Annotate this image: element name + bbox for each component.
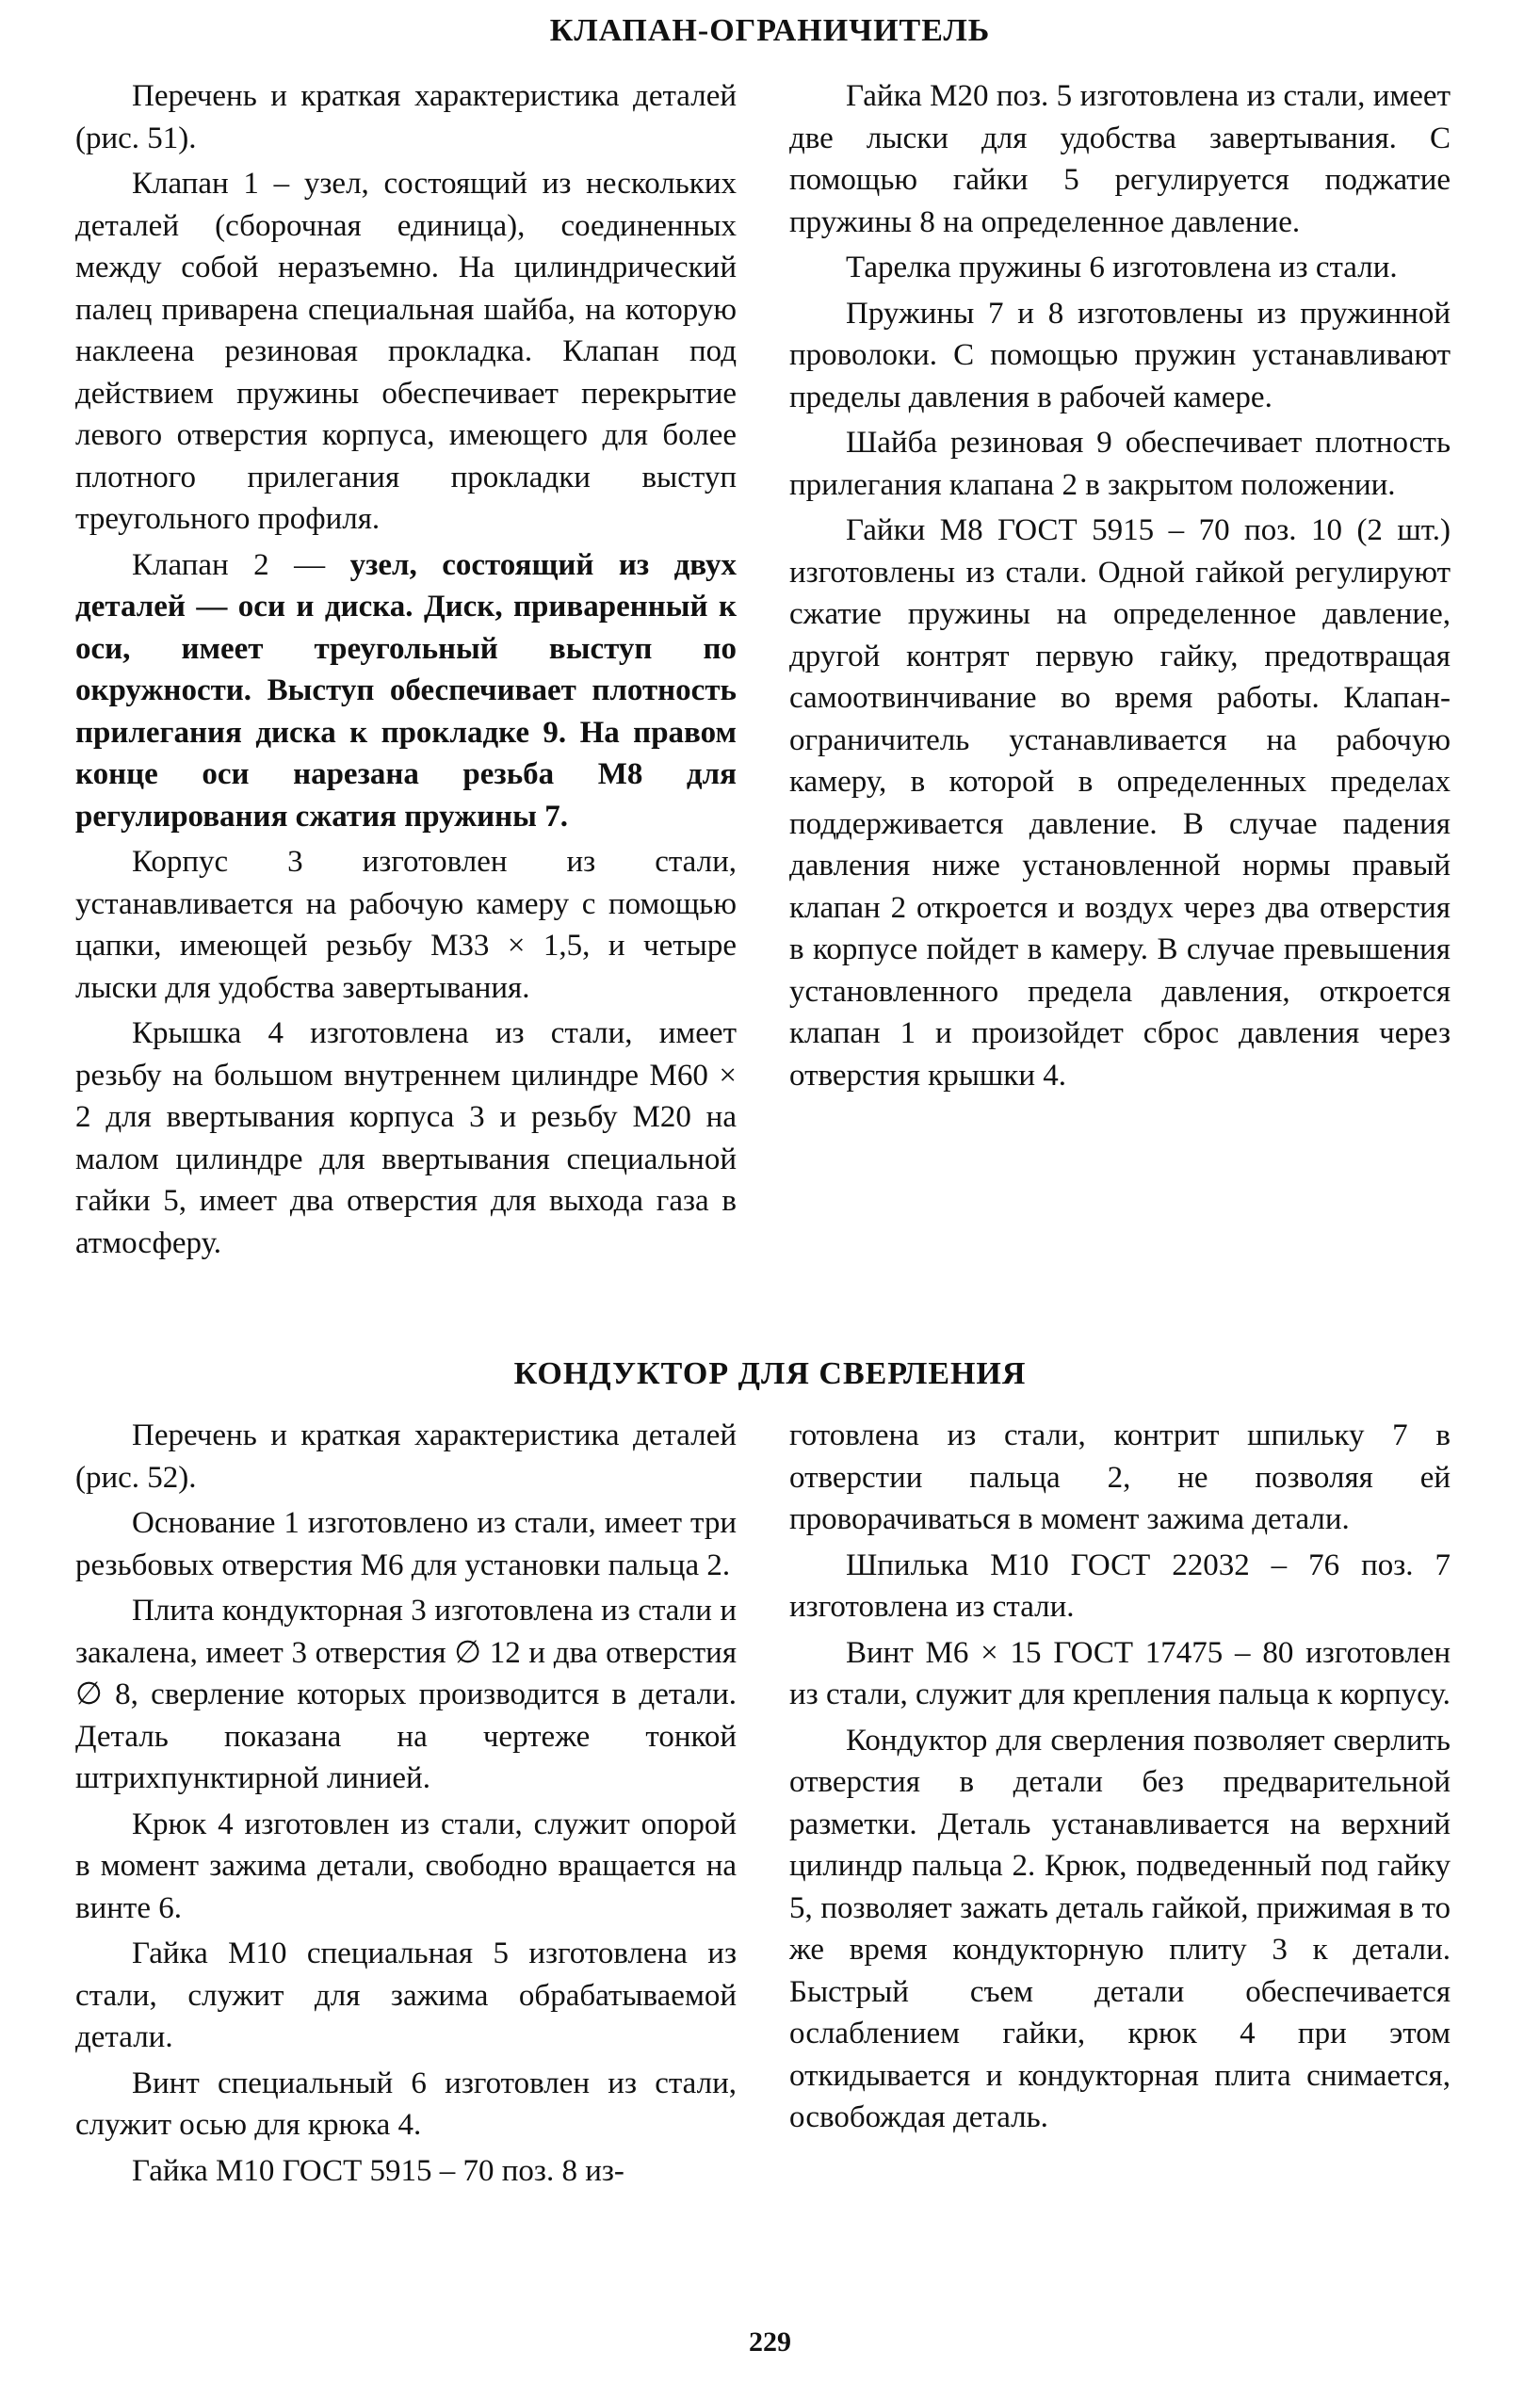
section1-right-column: [789, 75, 1451, 1100]
section1-left-column: [75, 75, 737, 1268]
paragraph: Перечень и краткая характеристика деталей (рис. 51).: [75, 79, 737, 155]
paragraph: Крышка 4 изготовлена из стали, имеет резьбу на большом внутреннем цилиндре М60 × 2 для ввертывания корпуса 3 и резьбу М20 на малом цилиндре для ввертывания специальной гайки 5, имеет два отверстия для выхода газа в атмосферу.: [75, 1016, 737, 1260]
paragraph: Пружины 7 и 8 изготовлены из пружинной проволоки. С помощью пружин устанавливают пределы давления в рабочей камере.: [789, 296, 1451, 414]
paragraph: Плита кондукторная 3 изготовлена из стали и закалена, имеет 3 отверстия ∅ 12 и два отверстия ∅ 8, сверление которых производится в детали. Деталь показана на чертеже тонкой штрихпунктирной линией.: [75, 1594, 737, 1795]
paragraph-continued: готовлена из стали, контрит шпильку 7 в отверстии пальца 2, не позволяя ей проворачиваться в момент зажима детали.: [789, 1418, 1451, 1536]
paragraph: Гайка М10 ГОСТ 5915 – 70 поз. 8 из-: [132, 2153, 624, 2188]
paragraph: Перечень и краткая характеристика деталей (рис. 52).: [75, 1418, 737, 1495]
paragraph: Основание 1 изготовлено из стали, имеет три резьбовых отверстия М6 для установки пальца 2.: [75, 1506, 737, 1582]
paragraph: Гайка М20 поз. 5 изготовлена из стали, имеет две лыски для удобства завертывания. С помощью гайки 5 регулируется поджатие пружины 8 на определенное давление.: [789, 79, 1451, 239]
paragraph: Винт М6 × 15 ГОСТ 17475 – 80 изготовлен из стали, служит для крепления пальца к корпусу.: [789, 1635, 1451, 1711]
section-title-valve-limiter: КЛАПАН-ОГРАНИЧИТЕЛЬ: [549, 13, 991, 48]
section-title-drill-jig: КОНДУКТОР ДЛЯ СВЕРЛЕНИЯ: [513, 1356, 1027, 1391]
paragraph: Винт специальный 6 изготовлен из стали, служит осью для крюка 4.: [75, 2066, 737, 2142]
paragraph: Шпилька М10 ГОСТ 22032 – 76 поз. 7 изготовлена из стали.: [789, 1547, 1451, 1624]
paragraph-bold: Клапан 2 — узел, состоящий из двух деталей — оси и диска. Диск, приваренный к оси, имеет треугольный выступ по окружности. Выступ обеспечивает плотность прилегания диска к прокладке 9. На правом конце оси нарезана резьба М8 для регулирования сжатия пружины 7.: [75, 547, 737, 834]
paragraph: Корпус 3 изготовлен из стали, устанавливается на рабочую камеру с помощью цапки, имеющей резьбу М33 × 1,5, и четыре лыски для удобства завертывания.: [75, 845, 737, 1005]
paragraph: Крюк 4 изготовлен из стали, служит опорой в момент зажима детали, свободно вращается на винте 6.: [75, 1807, 737, 1925]
paragraph: Гайки М8 ГОСТ 5915 – 70 поз. 10 (2 шт.) изготовлены из стали. Одной гайкой регулируют сжатие пружины на определенное давление, другой контрят первую гайку, предотвращая самоотвинчивание во время работы. Клапан-ограничитель устанавливается на рабочую камеру, в которой в определенных пределах поддерживается давление. В случае падения давления ниже установленной нормы правый клапан 2 откроется и воздух через два отверстия в корпусе пойдет в камеру. В случае превышения установленного предела давления, откроется клапан 1 и произойдет сброс давления через отверстия крышки 4.: [789, 513, 1451, 1093]
paragraph: Кондуктор для сверления позволяет сверлить отверстия в детали без предварительной разметки. Деталь устанавливается на верхний цилиндр пальца 2. Крюк, подведенный под гайку 5, позволяет зажать деталь гайкой, прижимая в то же время кондукторную плиту 3 к детали. Быстрый съем детали обеспечивается ослаблением гайки, крюк 4 при этом откидывается и кондукторная плита снимается, освобождая деталь.: [789, 1723, 1451, 2134]
section2-right-column: [789, 1415, 1451, 2143]
paragraph: Шайба резиновая 9 обеспечивает плотность прилегания клапана 2 в закрытом положении.: [789, 426, 1451, 502]
paragraph: Гайка М10 специальная 5 изготовлена из стали, служит для зажима обрабатываемой детали.: [75, 1936, 737, 2054]
paragraph: Клапан 1 – узел, состоящий из нескольких деталей (сборочная единица), соединенных между собой неразъемно. На цилиндрический палец приварена специальная шайба, на которую наклеена резиновая прокладка. Клапан под действием пружины обеспечивает перекрытие левого отверстия корпуса, имеющего для более плотного прилегания прокладки выступ треугольного профиля.: [75, 167, 737, 536]
section2-left-column: [75, 1415, 737, 2196]
page-number: 229: [749, 2326, 791, 2358]
paragraph: Тарелка пружины 6 изготовлена из стали.: [846, 251, 1398, 284]
